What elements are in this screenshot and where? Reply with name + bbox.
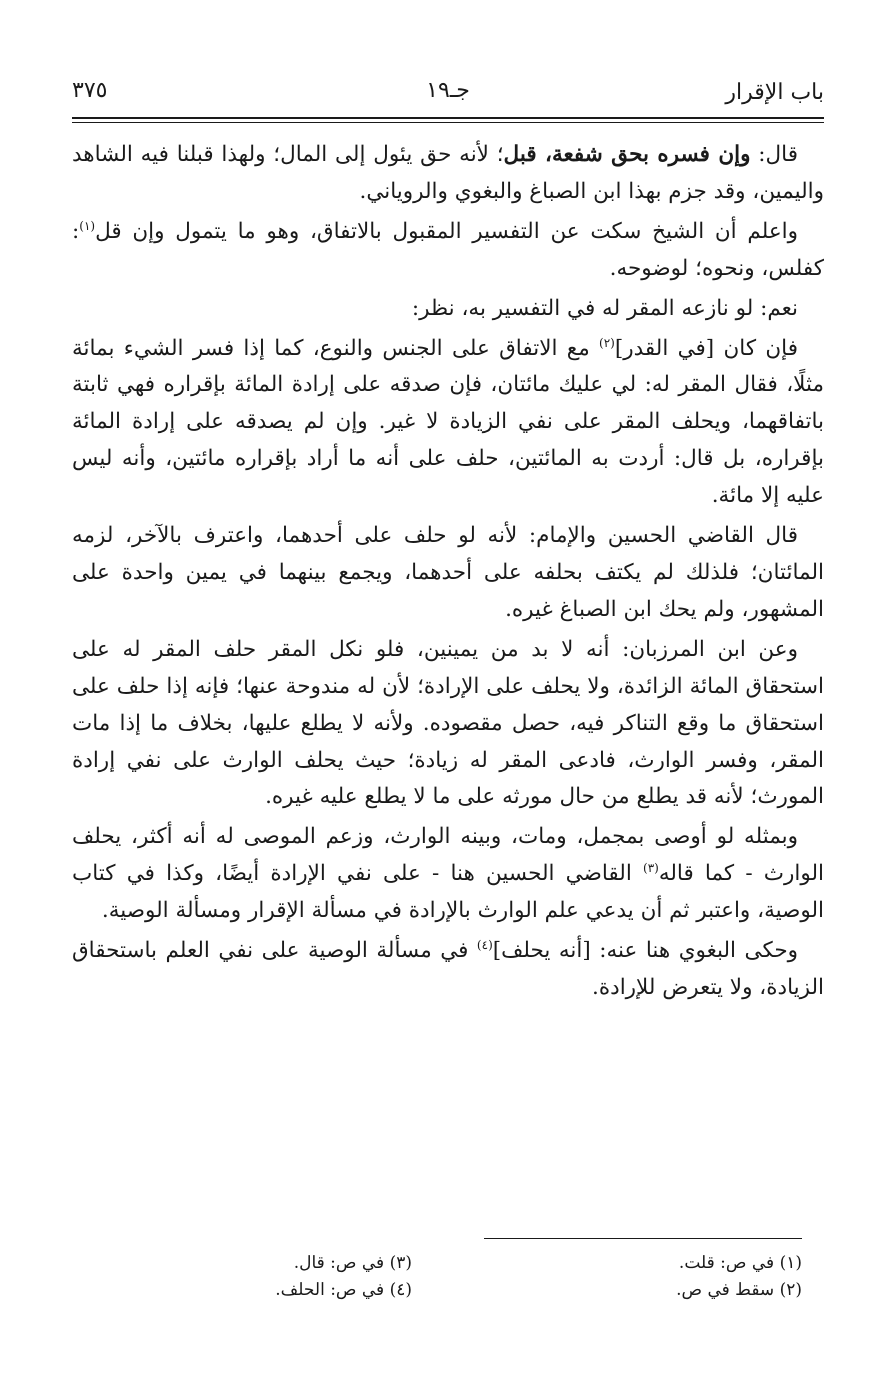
main-text (72, 137, 824, 1010)
footnote-ref: (١) (79, 218, 96, 233)
quoted-matn: وإن فسره بحق شفعة، قبل (503, 142, 751, 167)
paragraph: وحكى البغوي هنا عنه: [أنه يحلف]$^{(٤)}$ في مسألة الوصية على نفي العلم باستحقاق الزيادة، ولا يتعرض للإرادة. (72, 937, 824, 1000)
header-rule-thin (72, 122, 824, 123)
chapter-title: باب الإقرار (725, 80, 824, 105)
footnote-ref: (٣) (643, 861, 659, 876)
footnote-separator (484, 1238, 802, 1239)
footnote: (٣) في ص: قال. (293, 1253, 412, 1273)
page-number: ٣٧٥ (72, 78, 108, 103)
paragraph: قال: وإن فسره بحق شفعة، قبل؛ لأنه حق يئول إلى المال؛ ولهذا قبلنا فيه الشاهد واليمين، وقد جزم بهذا ابن الصباغ والبغوي والروياني. (72, 142, 824, 204)
footnote-column-left (112, 1250, 412, 1304)
footnote-ref: (٤) (476, 937, 493, 952)
footnote: (٢) سقط في ص. (676, 1280, 802, 1300)
header-rule-thick (72, 117, 824, 119)
volume-number: جـ١٩ (426, 78, 470, 103)
footnote: (٤) في ص: الحلف. (275, 1280, 412, 1300)
paragraph: قال القاضي الحسين والإمام: لأنه لو حلف على أحدهما، واعترف بالآخر، لزمه المائتان؛ فلذلك لم يكتف بحلفه على أحدهما، ويجمع بينهما في يمين واحدة على المشهور، ولم يحك ابن الصباغ غيره. (72, 523, 824, 622)
footnote: (١) في ص: قلت. (678, 1253, 802, 1273)
footnote-column-right (502, 1250, 802, 1304)
paragraph: واعلم أن الشيخ سكت عن التفسير المقبول بالاتفاق، وهو ما يتمول وإن قل$^{(١)}$: كفلس، ونحوه؛ لوضوحه. (72, 218, 824, 281)
paragraph: وبمثله لو أوصى بمجمل، ومات، وبينه الوارث، وزعم الموصى له أنه أكثر، يحلف الوارث - كما قاله$^{(٣)}$ القاضي الحسين هنا - على نفي الإرادة أيضًا، وكذا في كتاب الوصية، واعتبر ثم أن يدعي علم الوارث بالإرادة في مسألة الإقرار ومسألة الوصية. (72, 824, 824, 924)
paragraph: نعم: لو نازعه المقر له في التفسير به، نظر: (411, 295, 798, 321)
running-header (72, 78, 824, 112)
footnote-ref: (٢) (599, 335, 615, 350)
paragraph: وعن ابن المرزبان: أنه لا بد من يمينين، فلو نكل المقر حلف المقر له على استحقاق المائة الزائدة، ولا يحلف على الإرادة؛ لأن له مندوحة عنها؛ فإنه إذا حلف على استحقاق ما وقع التناكر فيه، حصل مقصوده. ولأنه لا يطلع عليها، بخلاف ما إذا مات المقر، وفسر الوارث، فادعى المقر له زيادة؛ حيث يحلف الوارث على نفي إرادة المورث؛ لأنه قد يطلع من حال مورثه على ما لا يطلع عليه غيره. (72, 636, 824, 810)
paragraph: فإن كان [في القدر]$^{(٢)}$ مع الاتفاق على الجنس والنوع، كما إذا فسر الشيء بمائة مثلًا، فقال المقر له: لي عليك مائتان، فإن صدقه على إرادة المائة بإقراره فهي ثابتة باتفاقهما، ويحلف المقر على نفي الزيادة لا غير. وإن لم يصدقه على إرادة المائة بإقراره، بل قال: أردت به المائتين، حلف على أنه ما أراد بإقراره مائتين، وأنه ليس عليه إلا مائة. (72, 335, 824, 509)
